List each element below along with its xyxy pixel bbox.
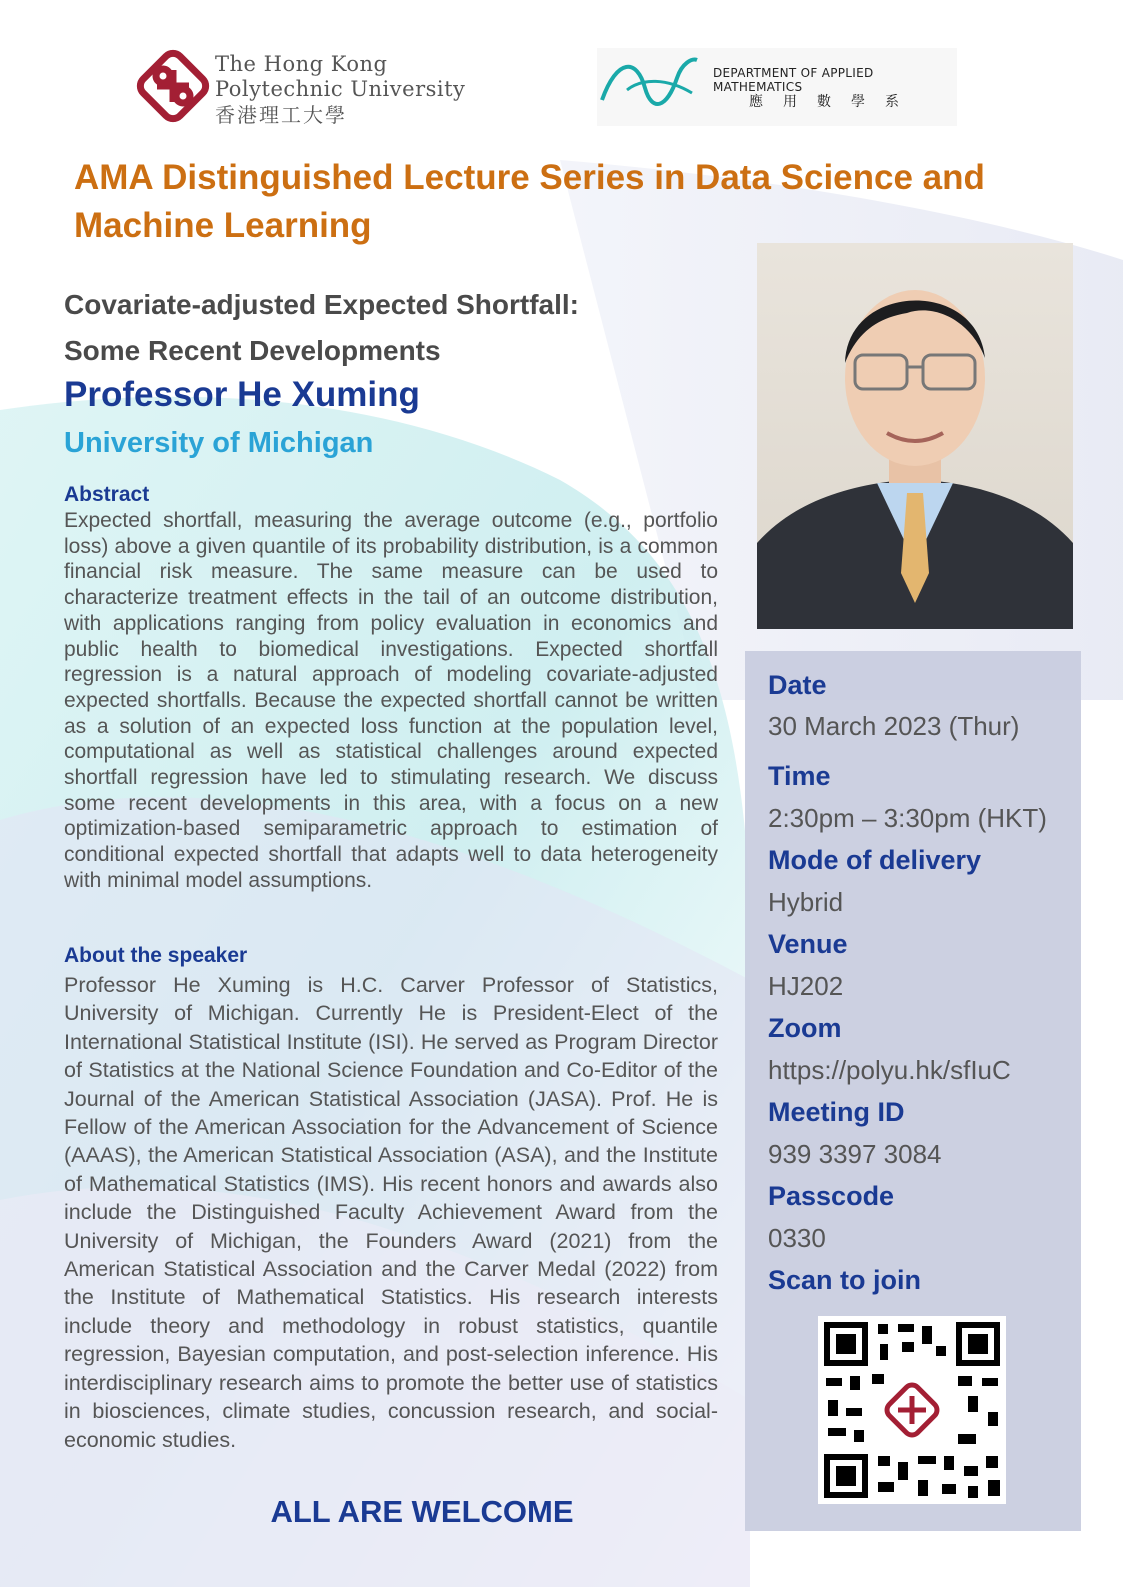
dept-name: DEPARTMENT OF APPLIED MATHEMATICS	[713, 66, 874, 94]
about-heading: About the speaker	[64, 944, 248, 967]
dept-name-zh: 應用數學系	[749, 94, 919, 110]
polyu-name-line1: The Hong Kong	[215, 52, 388, 76]
abstract-heading: Abstract	[64, 483, 150, 506]
meeting-id-value: 939 3397 3084	[768, 1139, 942, 1169]
abstract-text: Expected shortfall, measuring the average outcome (e.g., portfolio loss) above a given quantile of its probability distribution, is a common financial risk measure. The same measure can be used to characterize treatment effects in the tail of an outcome distribution, with applications ranging from policy evaluation in economics and public health to biomedical investigations. Expected shortfall regression is a natural approach of modeling covariate-adjusted expected shortfalls. Because the expected shortfall cannot be written as a solution of an expected loss function at the population level, computational as well as statistical challenges around expected shortfall regression have led to stimulating research. We discuss some recent developments in this area, with a focus on a new optimization-based semiparametric approach to estimation of conditional expected shortfall that adapts well to data heterogeneity with minimal model assumptions.	[64, 509, 718, 892]
mode-label: Mode of delivery	[768, 845, 982, 875]
zoom-label: Zoom	[768, 1013, 842, 1043]
time-value: 2:30pm – 3:30pm (HKT)	[768, 803, 1047, 833]
time-label: Time	[768, 761, 831, 791]
date-label: Date	[768, 670, 827, 700]
polyu-name-zh: 香港理工大學	[215, 103, 347, 127]
talk-title-line2: Some Recent Developments	[64, 335, 441, 366]
passcode-value: 0330	[768, 1223, 826, 1253]
speaker-portrait-icon	[757, 243, 1073, 629]
zoom-link[interactable]: https://polyu.hk/sfIuC	[768, 1055, 1011, 1085]
header-logos	[0, 0, 1123, 140]
ama-department-logo	[597, 48, 957, 126]
ama-wave-icon	[597, 48, 707, 126]
polyu-logo-icon	[133, 46, 213, 126]
welcome-banner: ALL ARE WELCOME	[270, 1494, 574, 1529]
scan-label: Scan to join	[768, 1265, 922, 1295]
about-text: Professor He Xuming is H.C. Carver Professor of Statistics, University of Michigan. Currently He is President-Elect of the International Statistical Institute (ISI). He served as Program Director of Statistics at the National Science Foundation and Co-Editor of the Journal of the American Statistical Association (JASA). Prof. He is Fellow of the American Association for the Advancement of Science (AAAS), the American Statistical Association (ASA), and the Institute of Mathematical Statistics (IMS). His recent honors and awards also include the Distinguished Faculty Achievement Award from the University of Michigan, the Founders Award (2021) from the American Statistical Association and the Carver Medal (2022) from the Institute of Mathematical Statistics. His research interests include theory and methodology in robust statistics, quantile regression, Bayesian computation, and post-selection inference. His interdisciplinary research aims to promote the better use of statistics in biosciences, climate studies, concussion research, and social-economic studies.	[64, 973, 718, 1452]
passcode-label: Passcode	[768, 1181, 895, 1211]
series-title: AMA Distinguished Lecture Series in Data Science and Machine Learning	[74, 158, 985, 245]
speaker-affiliation: University of Michigan	[64, 427, 374, 459]
speaker-name: Professor He Xuming	[64, 375, 420, 414]
talk-title-line1: Covariate-adjusted Expected Shortfall:	[64, 289, 580, 320]
polyu-name-line2: Polytechnic University	[215, 77, 466, 101]
talk-title	[64, 282, 744, 374]
mode-value: Hybrid	[768, 887, 844, 917]
meeting-id-label: Meeting ID	[768, 1097, 905, 1127]
venue-label: Venue	[768, 929, 848, 959]
speaker-photo	[757, 243, 1073, 629]
date-value: 30 March 2023 (Thur)	[768, 711, 1020, 741]
qr-code-icon[interactable]	[818, 1316, 1006, 1504]
polyu-name	[215, 52, 465, 128]
venue-value: HJ202	[768, 971, 844, 1001]
